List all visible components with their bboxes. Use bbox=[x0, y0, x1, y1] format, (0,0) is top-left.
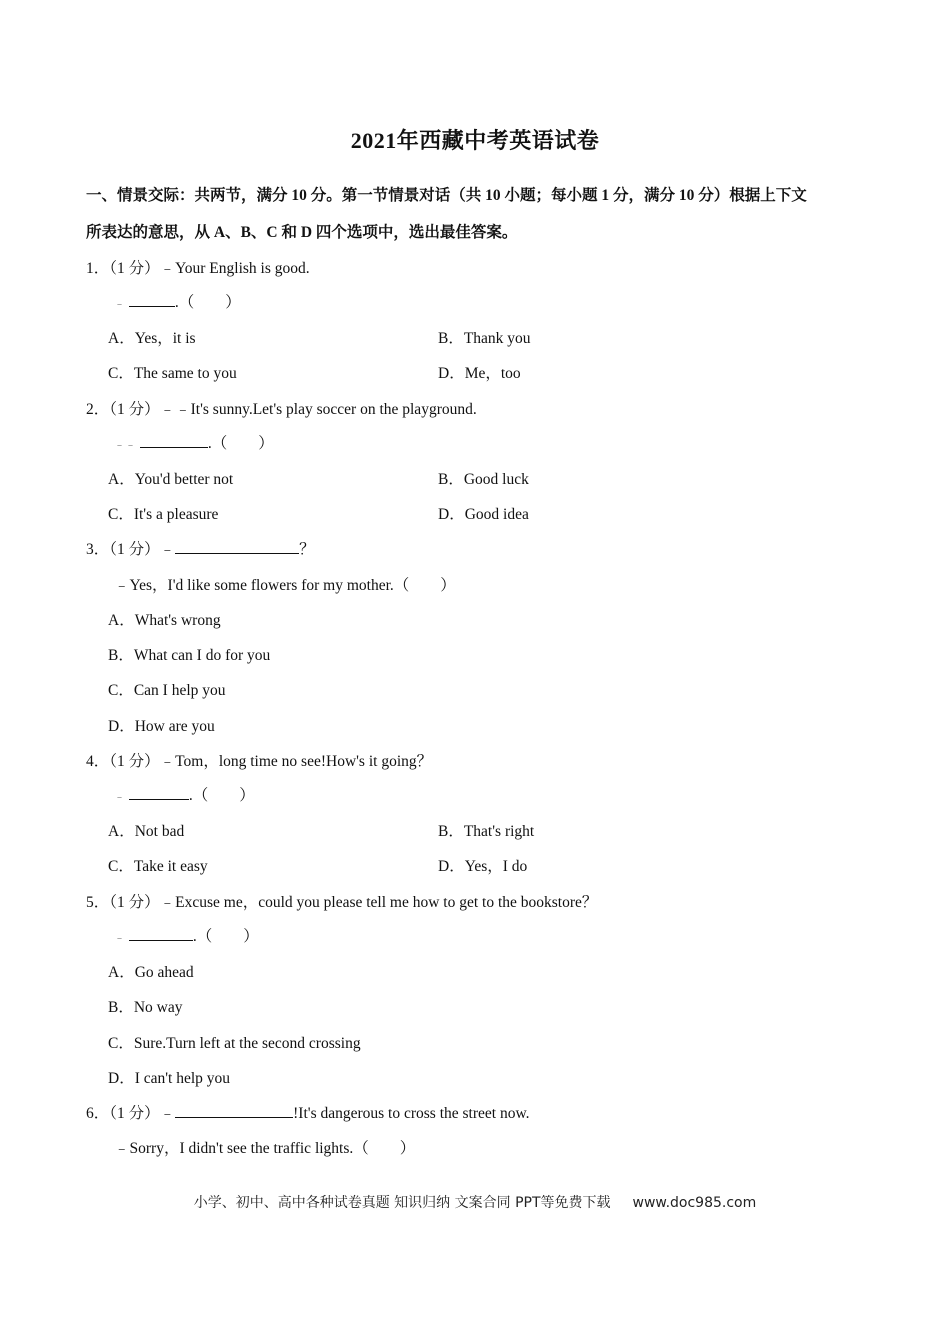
answer-blank[interactable] bbox=[129, 925, 193, 941]
question-2-stem: 2．（1 分）﹣﹣It's sunny.Let's play soccer on the playground. bbox=[86, 401, 477, 418]
question-5-option-d[interactable]: D．I can't help you bbox=[108, 1070, 231, 1087]
question-2-option-a[interactable]: A．You'd better not bbox=[108, 471, 234, 488]
question-3-option-b[interactable]: B．What can I do for you bbox=[108, 647, 271, 664]
question-4-option-d[interactable]: D．Yes，I do bbox=[438, 858, 528, 875]
question-5-option-b[interactable]: B．No way bbox=[108, 999, 183, 1016]
question-4-option-b[interactable]: B．That's right bbox=[438, 823, 535, 840]
answer-prefix: ﹣ bbox=[114, 791, 125, 803]
question-2-option-d[interactable]: D．Good idea bbox=[438, 506, 529, 523]
section-heading-line-1: 一、情景交际：共两节，满分 10 分。第一节情景对话（共 10 小题；每小题 1 分，满分 10 分）根据上下文 bbox=[86, 187, 807, 204]
question-5-answer-line bbox=[114, 924, 259, 946]
stem-suffix: ？ bbox=[299, 541, 315, 558]
question-2-option-c[interactable]: C．It's a pleasure bbox=[108, 506, 219, 523]
answer-blank[interactable] bbox=[140, 432, 208, 448]
question-1-option-a[interactable]: A．Yes，it is bbox=[108, 330, 196, 347]
answer-blank[interactable] bbox=[175, 1102, 293, 1118]
question-1-answer-line bbox=[114, 290, 241, 312]
footer-text: 小学、初中、高中各种试卷真题 知识归纳 文案合同 PPT等免费下载 bbox=[193, 1195, 611, 1211]
question-4-option-a[interactable]: A．Not bad bbox=[108, 823, 185, 840]
footer-site-link[interactable]: www.doc985.com bbox=[632, 1195, 757, 1211]
section-heading-line-2: 所表达的意思，从 A、B、C 和 D 四个选项中，选出最佳答案。 bbox=[86, 224, 518, 241]
answer-blank[interactable] bbox=[129, 291, 175, 307]
question-3-answer-line: ﹣Yes，I'd like some flowers for my mother.（ ） bbox=[114, 577, 456, 594]
question-2-answer-line bbox=[114, 431, 274, 453]
question-5-option-c[interactable]: C．Sure.Turn left at the second crossing bbox=[108, 1035, 361, 1052]
page-footer bbox=[0, 1192, 950, 1212]
page-title: 2021年西藏中考英语试卷 bbox=[350, 128, 600, 153]
question-1-option-b[interactable]: B．Thank you bbox=[438, 330, 531, 347]
question-2-option-b[interactable]: B．Good luck bbox=[438, 471, 529, 488]
question-5-option-a[interactable]: A．Go ahead bbox=[108, 964, 194, 981]
question-4-option-c[interactable]: C．Take it easy bbox=[108, 858, 208, 875]
answer-suffix: .（ ） bbox=[188, 787, 255, 804]
answer-blank[interactable] bbox=[175, 538, 299, 554]
question-6-stem bbox=[86, 1101, 530, 1123]
stem-suffix: !It's dangerous to cross the street now. bbox=[293, 1105, 530, 1122]
question-3-option-d[interactable]: D．How are you bbox=[108, 718, 215, 735]
question-3-option-a[interactable]: A．What's wrong bbox=[108, 612, 221, 629]
question-1-stem: 1．（1 分）﹣Your English is good. bbox=[86, 260, 310, 277]
question-5-stem: 5．（1 分）﹣Excuse me，could you please tell me how to get to the bookstore？ bbox=[86, 894, 598, 911]
stem-prefix: 3．（1 分）﹣ bbox=[86, 541, 176, 558]
answer-prefix: ﹣ bbox=[114, 932, 125, 944]
question-4-answer-line bbox=[114, 783, 255, 805]
answer-suffix: .（ ） bbox=[174, 294, 241, 311]
stem-prefix: 6．（1 分）﹣ bbox=[86, 1105, 176, 1122]
answer-suffix: .（ ） bbox=[192, 928, 259, 945]
question-4-stem: 4．（1 分）﹣Tom，long time no see!How's it going？ bbox=[86, 753, 433, 770]
question-3-stem bbox=[86, 537, 315, 559]
answer-blank[interactable] bbox=[129, 784, 189, 800]
answer-suffix: .（ ） bbox=[207, 435, 274, 452]
answer-prefix: ﹣ bbox=[114, 298, 125, 310]
answer-prefix: ﹣﹣ bbox=[114, 439, 136, 451]
question-3-option-c[interactable]: C．Can I help you bbox=[108, 682, 226, 699]
question-6-answer-line: ﹣Sorry，I didn't see the traffic lights.（ ） bbox=[114, 1140, 416, 1157]
question-1-option-c[interactable]: C．The same to you bbox=[108, 365, 237, 382]
question-1-option-d[interactable]: D．Me，too bbox=[438, 365, 521, 382]
